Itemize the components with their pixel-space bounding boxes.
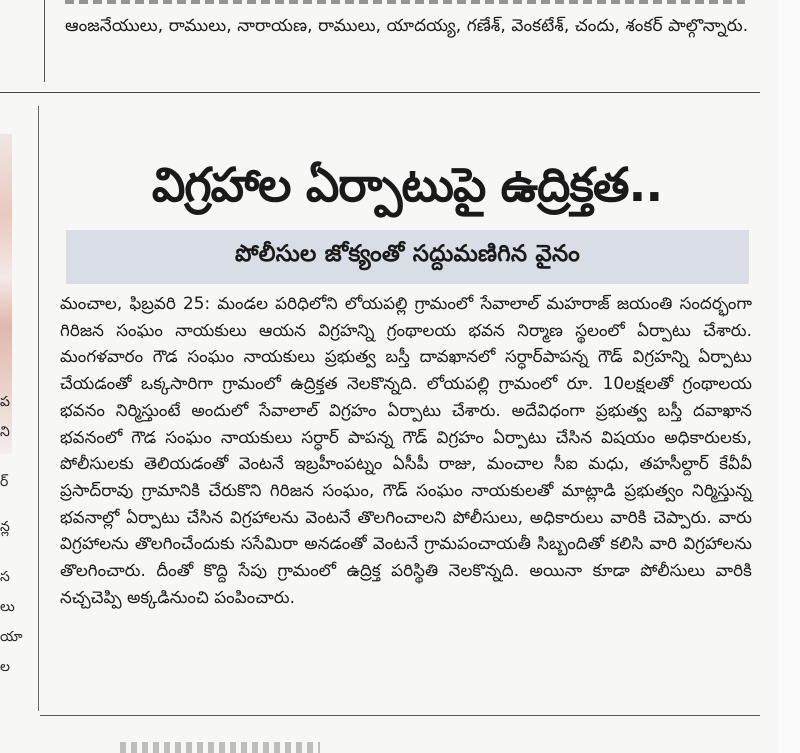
cropped-text-line xyxy=(65,0,745,4)
previous-article-text: ఆంజనేయులు, రాములు, నారాయణ, రాములు, యాదయ్య, గణేశ్, వెంకటేశ్, చందు, శంకర్ పాల్గొన్నారు. xyxy=(65,16,749,36)
article-body: మంచాల, ఫిబ్రవరి 25: మండల పరిధిలోని లోయపల్లి గ్రామంలో సేవాలాల్ మహరాజ్ జయంతి సందర్భంగా గిరిజన సంఘం నాయకులు ఆయన విగ్రహన్ని గ్రంథాలయ భవన నిర్మాణ స్థలంలో ఏర్పాటు చేశారు. మంగళవారం గౌడ సంఘం నాయకులు ప్రభుత్వ బస్తీ దావఖానలో సర్ధార్‌పాపన్న గౌడ్ విగ్రహన్ని ఏర్పాటు చేయడంతో ఒక్కసారిగా గ్రామంలో ఉద్రిక్తత నెలకొన్నది. లోయపల్లి గ్రామంలో రూ. 10లక్షలతో గ్రంథాలయ భవనం నిర్మిస్తుంటే అందులో సేవాలాల్ విగ్రహం ఏర్పాటు చేశారు. అదేవిధంగా ప్రభుత్వ బస్తీ దవాఖాన భవనంలో గౌడ సంఘం నాయకులు సర్ధార్ పాపన్న గౌడ్ విగ్రహం ఏర్పాటు చేసిన విషయం అధికారులకు, పోలీసులకు తెలియడంతో వెంటనే ఇబ్రహీంపట్నం ఏసీపీ రాజు, మంచాల సీఐ మధు, తహసీల్దార్ కేవీవీ ప్రసాద్‌రావు గ్రామానికి చేరుకొని గిరిజన సంఘం, గౌడ్ సంఘం నాయకులతో మాట్లాడి ప్రభుత్వం నిర్మిస్తున్న భవనాల్లో ఏర్పాటు చేసిన విగ్రహాలను వెంటనే తొలగించాలని పోలీసులు, అధికారులు వారికి చెప్పారు. వారు విగ్రహాలను తొలగించేందుకు ససేమిరా అనడంతో వెంటనే గ్రామపంచాయతీ సిబ్బందితో కలిసి వారి విగ్రహాలను తొలగించారు. దీంతో కొద్ది సేపు గ్రామంలో ఉద్రిక్త పరిస్థితి నెలకొన్నది. అయినా కూడా పోలీసులు వారికి నచ్చచెప్పి అక్కడినుంచి పంపించారు. xyxy=(60,293,752,607)
left-fragment-glyph: ర్ xyxy=(0,474,9,490)
right-column-edge xyxy=(778,0,800,753)
next-article-fragment xyxy=(120,742,320,753)
left-fragment-glyph: ని xyxy=(0,424,10,440)
left-fragment-glyph: న్ల xyxy=(0,519,10,535)
article-headline: విగ్రహాల ఏర్పాటుపై ఉద్రిక్తత.. xyxy=(151,158,663,214)
left-fragment-glyph: యా xyxy=(0,629,23,645)
left-fragment-glyph: స xyxy=(0,569,10,585)
column-rule xyxy=(38,106,39,711)
section-divider-top xyxy=(0,92,760,93)
section-divider-bottom xyxy=(40,715,760,716)
previous-article-fragment xyxy=(44,0,754,82)
left-fragment-glyph: ల xyxy=(0,659,10,675)
article-subheadline xyxy=(66,230,749,284)
left-fragment-glyph: లు xyxy=(0,599,15,615)
subheadline-text: పోలీసుల జోక్యంతో సద్దుమణిగిన వైనం xyxy=(235,241,580,267)
left-column-fragment xyxy=(0,94,23,704)
left-fragment-glyph: ప xyxy=(0,394,10,410)
